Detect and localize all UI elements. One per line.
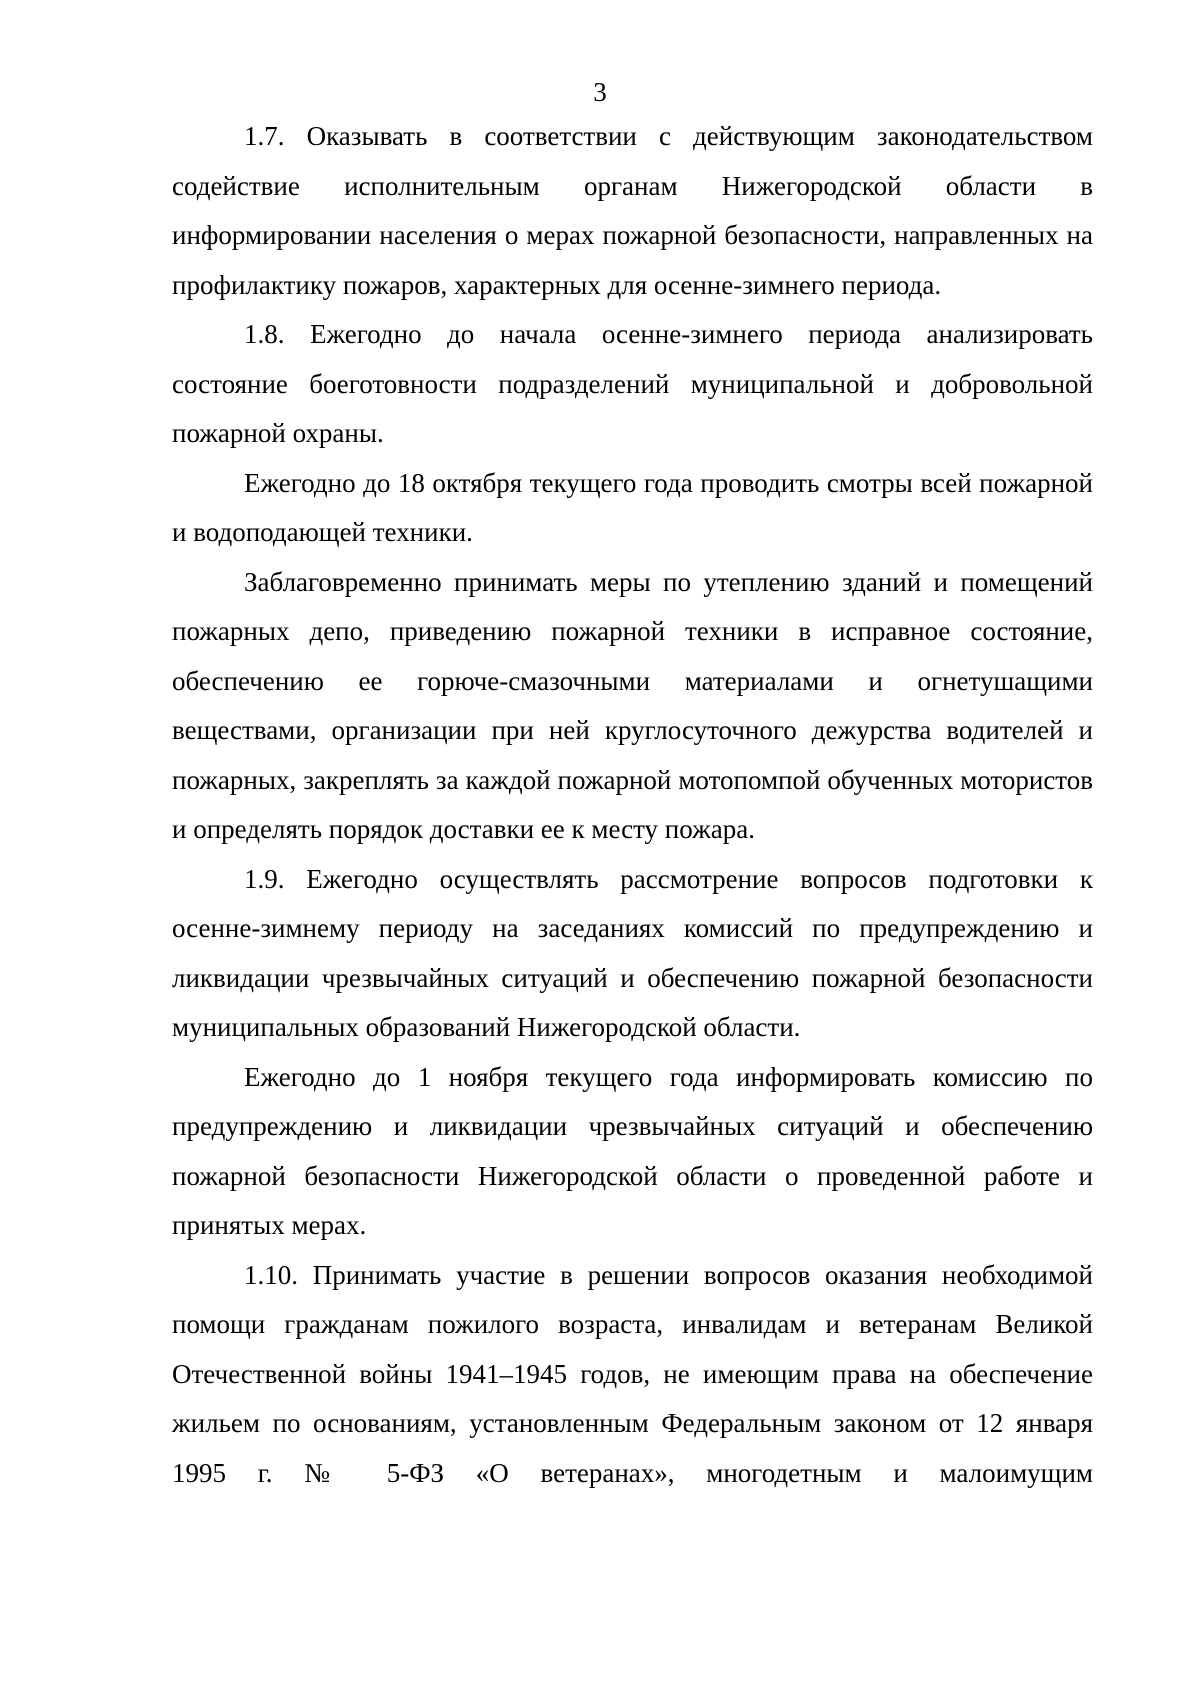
paragraph-1-7: 1.7. Оказывать в соответствии с действующим законодательством содействие исполнительным органам Нижегородской области в информировании населения о мерах пожарной безопасности, направленных на профилактику пожаров, характерных для осенне-зимнего периода.: [172, 121, 1093, 300]
paragraph-1-8-preparation: Заблаговременно принимать меры по утеплению зданий и помещений пожарных депо, приведению пожарной техники в исправное состояние, обеспечению ее горюче-смазочными материалами и огнетушащими веществами, организации при ней круглосуточного дежурства водителей и пожарных, закреплять за каждой пожарной мотопомпой обученных мотористов и определять порядок доставки ее к месту пожара.: [172, 566, 1093, 844]
paragraph-1-9: 1.9. Ежегодно осуществлять рассмотрение вопросов подготовки к осенне-зимнему периоду на заседаниях комиссий по предупреждению и ликвидации чрезвычайных ситуаций и обеспечению пожарной безопасности муниципальных образований Нижегородской области.: [172, 863, 1093, 1042]
paragraph-1-8-inspection: Ежегодно до 18 октября текущего года проводить смотры всей пожарной и водоподающей техники.: [172, 467, 1093, 547]
page-number: 3: [593, 77, 607, 107]
paragraph-1-8: 1.8. Ежегодно до начала осенне-зимнего периода анализировать состояние боеготовности подразделений муниципальной и добровольной пожарной охраны.: [172, 319, 1093, 448]
paragraph-1-10: 1.10. Принимать участие в решении вопросов оказания необходимой помощи гражданам пожилого возраста, инвалидам и ветеранам Великой Отечественной войны 1941–1945 годов, не имеющим права на обеспечение жильем по основаниям, установленным Федеральным законом от 12 января 1995 г. № 5-ФЗ «О ветеранах», многодетным и малоимущим: [172, 1259, 1093, 1488]
document-body: [172, 112, 1093, 1498]
paragraph-1-9-reporting: Ежегодно до 1 ноября текущего года информировать комиссию по предупреждению и ликвидации чрезвычайных ситуаций и обеспечению пожарной безопасности Нижегородской области о проведенной работе и принятых мерах.: [172, 1061, 1093, 1240]
